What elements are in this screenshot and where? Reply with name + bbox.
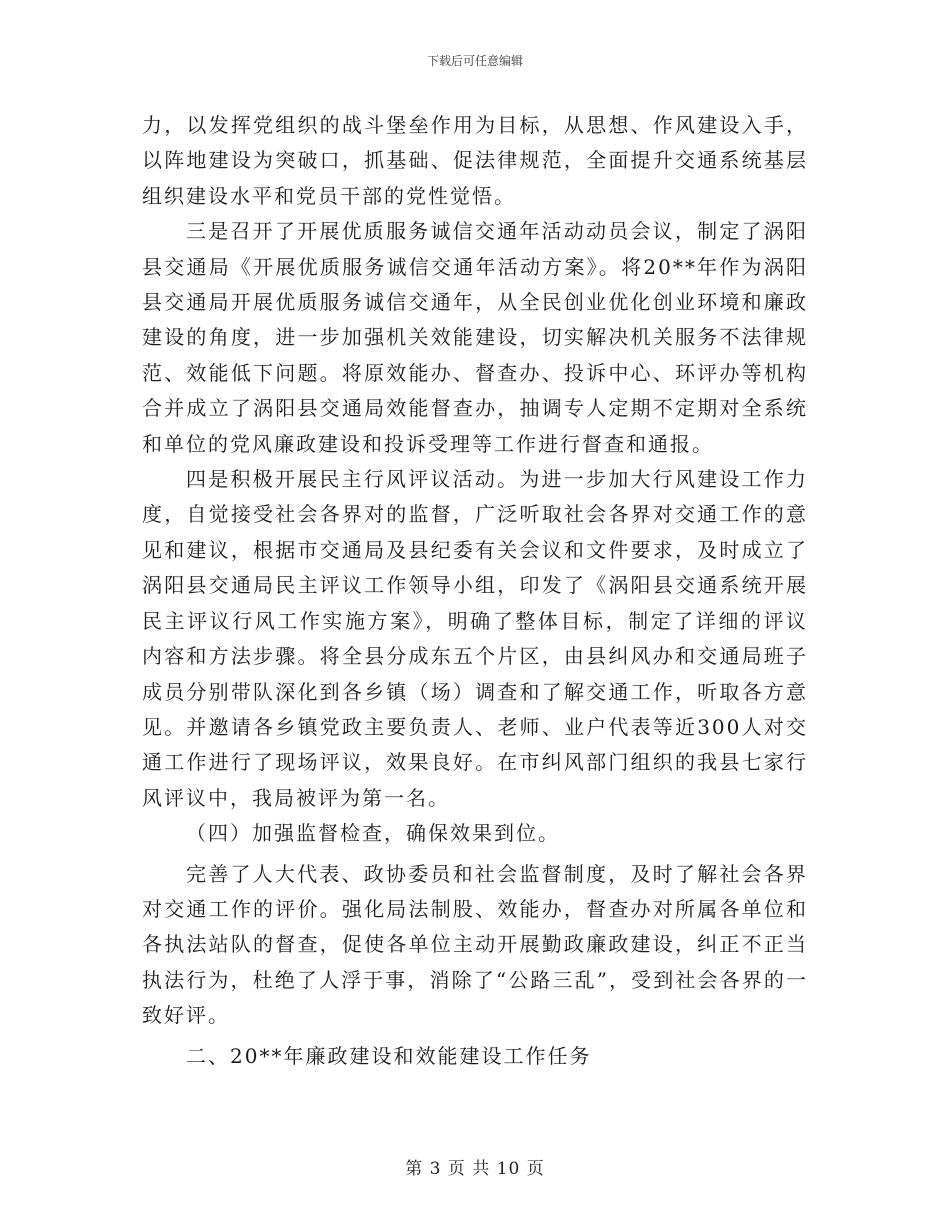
section-heading-four: （四）加强监督检查，确保效果到位。 (186, 821, 560, 846)
header-note: 下载后可任意编辑 (426, 54, 523, 68)
paragraph-item-four: 四是积极开展民主行风评议活动。为进一步加大行风建设工作力度，自觉接受社会各界对的监督，广泛听取社会各界对交通工作的意见和建议，根据市交通局及县纪委有关会议和文件要求，及时成立了涡阳县交通局民主评议工作领导小组，印发了《涡阳县交通系统开展民主评议行风工作实施方案》，明确了整体目标，制定了详细的评议内容和方法步骤。将全县分成东五个片区，由县纠风办和交通局班子成员分别带队深化到各乡镇（场）调查和了解交通工作，听取各方意见。并邀请各乡镇党政主要负责人、老师、业户代表等近300人对交通工作进行了现场评议，效果良好。在市纠风部门组织的我县七家行风评议中，我局被评为第一名。 (142, 467, 808, 810)
paragraph-continuation: 力，以发挥党组织的战斗堡垒作用为目标，从思想、作风建设入手，以阵地建设为突破口，抓基础、促法律规范，全面提升交通系统基层组织建设水平和党员干部的党性觉悟。 (142, 113, 808, 208)
document-body (142, 108, 808, 1074)
paragraph-item-three: 三是召开了开展优质服务诚信交通年活动动员会议，制定了涡阳县交通局《开展优质服务诚信交通年活动方案》。将20**年作为涡阳县交通局开展优质服务诚信交通年，从全民创业优化创业环境和廉政建设的角度，进一步加强机关效能建设，切实解决机关服务不法律规范、效能低下问题。将原效能办、督查办、投诉中心、环评办等机构合并成立了涡阳县交通局效能督查办，抽调专人定期不定期对全系统和单位的党风廉政建设和投诉受理等工作进行督查和通报。 (142, 219, 808, 456)
section-heading-two: 二、20**年廉政建设和效能建设工作任务 (186, 1043, 592, 1068)
page-number-footer: 第 3 页 共 10 页 (405, 1159, 545, 1179)
paragraph-supervision: 完善了人大代表、政协委员和社会监督制度，及时了解社会各界对交通工作的评价。强化局法制股、效能办，督查办对所属各单位和各执法站队的督查，促使各单位主动开展勤政廉政建设，纠正不正当执法行为，杜绝了人浮于事，消除了“公路三乱”，受到社会各界的一致好评。 (142, 861, 808, 1028)
